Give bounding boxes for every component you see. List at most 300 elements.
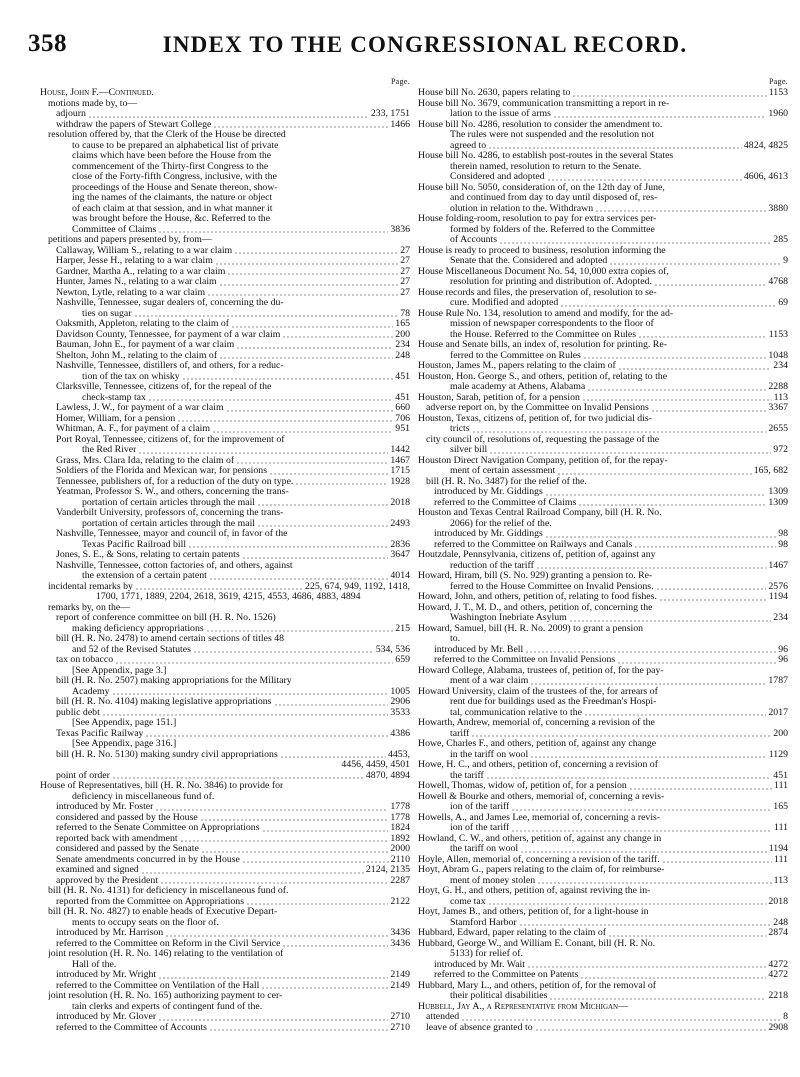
page-column-label: Page.: [390, 77, 410, 86]
entry-text: joint resolution (H. R. No. 165) authorizing payment to cer-: [48, 991, 283, 1001]
leader-dots: [141, 872, 364, 874]
index-line: [40, 897, 410, 908]
entry-text: tariff: [450, 728, 470, 739]
index-line: [418, 162, 788, 173]
index-line: [40, 991, 410, 1002]
index-line: [40, 739, 410, 750]
leader-dots: [213, 126, 388, 128]
entry-text: reported back with amendment: [56, 833, 178, 844]
entry-text: House, John F.—Continued.: [40, 88, 154, 98]
entry-text: House bill No. 4286, resolution to consider the amendment to.: [418, 119, 663, 130]
index-line: [40, 708, 410, 719]
index-line: [40, 655, 410, 666]
entry-text: the tariff on wool: [450, 844, 519, 854]
entry-text: proceedings of the House and Senate thereon, show-: [72, 182, 278, 193]
index-line: [418, 624, 788, 635]
entry-text: come tax: [450, 896, 486, 907]
index-line: [418, 529, 788, 540]
index-line: [40, 456, 410, 467]
entry-text: ment of certain assessment: [450, 466, 556, 476]
page-reference: 3367: [768, 403, 788, 413]
index-line: [418, 571, 788, 582]
index-line: [40, 561, 410, 572]
entry-text: commencement of the Thirty-first Congress to the: [72, 161, 269, 172]
entry-text: adjourn: [56, 109, 86, 119]
index-line: [40, 246, 410, 257]
page-reference: 2124, 2135: [365, 865, 410, 875]
entry-text: rent due for buildings used as the Freedman's Hospi-: [450, 697, 657, 707]
page-reference: 200: [395, 329, 410, 340]
entry-text: bill (H. R. No. 3487) for the relief of the.: [426, 476, 587, 487]
index-line: [40, 319, 410, 330]
entry-text: introduced by Mr. Bell: [434, 644, 524, 655]
entry-text: bill (H. R. No. 4131) for deficiency in miscellaneous fund of.: [48, 886, 289, 896]
index-line: [418, 897, 788, 908]
leader-dots: [617, 662, 776, 664]
page-reference: 2655: [768, 424, 788, 434]
entry-text: House of Representatives, bill (H. R. No. 3846) to provide for: [40, 781, 284, 791]
page-reference: 451: [395, 392, 410, 403]
entry-text: House is ready to proceed to business, resolution informing the: [418, 245, 666, 256]
entry-text: Howell, Thomas, widow of, petition of, for a pension: [418, 781, 627, 791]
index-line: [418, 340, 788, 351]
index-line: [40, 309, 410, 320]
entry-text: the House. Referred to the Committee on Rules: [450, 329, 637, 340]
page-reference: 2149: [390, 970, 410, 980]
entry-text: Hubbell, Jay A., a Representative from Michigan—: [418, 1001, 628, 1012]
entry-text: referred to the Committee of Claims: [434, 497, 577, 508]
page-reference: 1466: [390, 119, 410, 130]
page-reference: 2288: [768, 382, 788, 392]
leader-dots: [234, 252, 398, 254]
index-line: [40, 393, 410, 404]
leader-dots: [582, 399, 772, 401]
index-line: [418, 498, 788, 509]
entry-text: cure. Modified and adopted: [450, 298, 559, 308]
entry-text: bill (H. R. No. 2507) making appropriations for the Military: [56, 676, 292, 686]
entry-text: approved by the President: [56, 875, 159, 886]
index-line: [40, 540, 410, 551]
entry-text: Nashville, Tennessee, cotton factories of, and others, against: [56, 560, 293, 571]
index-line: [418, 729, 788, 740]
entry-text: Grass, Mrs. Clara Ida, relating to the claim of: [56, 455, 235, 466]
leader-dots: [569, 620, 772, 622]
entry-text: [See Appendix, page 151.]: [72, 718, 177, 728]
index-line: [40, 130, 410, 141]
leader-dots: [557, 473, 751, 475]
index-line: [418, 886, 788, 897]
page-reference: 4606, 4613: [743, 172, 788, 182]
index-line: [418, 739, 788, 750]
page-reference: 27: [400, 266, 410, 277]
entry-text: Port Royal, Tennessee, citizens of, for the improvement of: [56, 434, 285, 445]
leader-dots: [206, 630, 394, 632]
leader-dots: [629, 788, 772, 790]
entry-text: Howells, A., and James Lee, memorial of, concerning a revis-: [418, 812, 661, 823]
entry-text: Oaksmith, Appleton, relating to the claim of: [56, 319, 230, 329]
index-line: [418, 970, 788, 981]
page-reference: 4272: [768, 970, 788, 980]
index-line: [40, 939, 410, 950]
entry-text: Hubbard, Edward, paper relating to the claim of: [418, 928, 606, 938]
entry-text: Newton, Lytle, relating to a war claim: [56, 287, 206, 298]
index-line: [418, 403, 788, 414]
page-reference: 165: [773, 802, 788, 812]
index-line: [418, 918, 788, 929]
page-reference: 3436: [390, 928, 410, 938]
leader-dots: [115, 662, 393, 664]
page-reference: 1787: [768, 676, 788, 686]
index-line: [40, 256, 410, 267]
index-line: [40, 729, 410, 740]
page-reference: 2218: [768, 991, 788, 1001]
entry-text: ing the names of the claimants, the nature or object: [72, 193, 273, 203]
entry-text: Stamford Harbor: [450, 917, 517, 928]
entry-text: silver bill: [450, 445, 488, 455]
page-reference: 2000: [390, 844, 410, 854]
leader-dots: [659, 599, 767, 601]
leader-dots: [595, 210, 766, 212]
leader-dots: [488, 147, 742, 149]
index-line: [418, 645, 788, 656]
entry-text: Houston, Hon. George S., and others, petition of, relating to the: [418, 371, 668, 382]
leader-dots: [209, 1029, 388, 1031]
index-line: [418, 298, 788, 309]
entry-text: Howard University, claim of the trustees of the, for arrears of: [418, 686, 658, 697]
page-reference: 113: [773, 875, 788, 886]
entry-text: to.: [450, 634, 461, 644]
page-reference: 78: [400, 308, 410, 319]
entry-text: Houtzdale, Pennsylvania, citizens of, petition of, against any: [418, 550, 656, 560]
entry-text: leave of absence granted to: [426, 1022, 533, 1033]
page-reference: 1960: [768, 109, 788, 119]
entry-text: Considered and adopted: [450, 172, 545, 182]
index-line: [418, 477, 788, 488]
index-line: [418, 655, 788, 666]
entry-text: bill (H. R. No. 2478) to amend certain sections of titles 48: [56, 634, 285, 644]
index-line: [40, 687, 410, 698]
leader-dots: [295, 483, 388, 485]
index-line: [40, 298, 410, 309]
index-line: [40, 981, 410, 992]
page-reference: 1194: [768, 592, 788, 602]
entry-text: introduced by Mr. Foster: [56, 802, 154, 812]
entry-text: referred to the Committee of Accounts: [56, 1022, 207, 1033]
entry-text: introduced by Mr. Wright: [56, 970, 157, 980]
page-reference: 3436: [390, 938, 410, 949]
leader-dots: [226, 410, 394, 412]
leader-dots: [261, 987, 388, 989]
entry-text: close of the Forty-fifth Congress, inclusive, with the: [72, 172, 277, 182]
page-reference: 3647: [390, 550, 410, 560]
entry-text: Houston, Texas, citizens of, petition of, for two judicial dis-: [418, 413, 652, 424]
page-reference: 451: [395, 371, 410, 382]
index-line: [40, 571, 410, 582]
page-reference: 2710: [390, 1012, 410, 1022]
entry-text: their political disabilities: [450, 991, 548, 1001]
entry-text: [See Appendix, page 316.]: [72, 739, 177, 749]
index-line: [40, 886, 410, 897]
index-line: [40, 88, 410, 99]
entry-text: tion of the tax on whisky: [82, 371, 180, 382]
index-line: [40, 792, 410, 803]
index-line: [418, 204, 788, 215]
leader-dots: [148, 399, 393, 401]
entry-text: incidental remarks by: [48, 581, 133, 592]
page-reference: 2018: [390, 497, 410, 508]
index-line: [418, 393, 788, 404]
entry-text: Nashville, Tennessee, distillers of, and others, for a reduc-: [56, 361, 284, 371]
index-line: [418, 361, 788, 372]
index-line: [418, 435, 788, 446]
entry-text: adverse report on, by the Committee on Invalid Pensions: [426, 403, 649, 413]
entry-text: Howard College, Alabama, trustees of, petition of, for the pay-: [418, 665, 664, 676]
index-line: [40, 487, 410, 498]
index-line: [418, 1023, 788, 1034]
entry-text: Houston Direct Navigation Company, petition of, for the repay-: [418, 455, 668, 466]
leader-dots: [580, 977, 766, 979]
index-line: [418, 424, 788, 435]
entry-text: Callaway, William S., relating to a war claim: [56, 245, 233, 256]
entry-text: Hubbard, Mary L., and others, petition of, for the removal of: [418, 980, 657, 991]
leader-dots: [536, 567, 767, 569]
leader-dots: [231, 326, 393, 328]
page-reference: 972: [773, 445, 788, 455]
entry-text: petitions and papers presented by, from—: [48, 235, 212, 245]
page-reference: 111: [774, 854, 788, 865]
index-line: [40, 771, 410, 782]
entry-text: Nashville, Tennessee, sugar dealers of, concerning the du-: [56, 298, 284, 308]
page-reference: 27: [400, 287, 410, 298]
entry-text: tricts: [450, 424, 470, 434]
entry-text: Howard, J. T., M. D., and others, petition of, concerning the: [418, 602, 653, 613]
index-line: [40, 1023, 410, 1034]
page-reference: 234: [773, 361, 788, 371]
page-reference: 1194: [768, 844, 788, 854]
index-line: [40, 477, 410, 488]
index-line: [418, 1012, 788, 1023]
entry-text: House folding-room, resolution to pay for extra services per-: [418, 214, 657, 224]
index-line: [40, 277, 410, 288]
leader-dots: [656, 588, 767, 590]
entry-text: of Accounts: [450, 235, 498, 245]
running-title: INDEX TO THE CONGRESSIONAL RECORD.: [162, 32, 688, 57]
entry-text: making deficiency appropriations: [72, 623, 204, 634]
entry-text: ion of the tariff: [450, 823, 510, 833]
page-reference: 285: [773, 235, 788, 245]
entry-text: Hunter, James N., relating to a war claim: [56, 277, 217, 287]
page-reference: 2908: [768, 1022, 788, 1033]
entry-text: referred to the Committee on Railways and Canals: [434, 539, 633, 550]
entry-text: remarks by, on the—: [48, 602, 131, 613]
page-reference: 2836: [390, 539, 410, 550]
index-line: [40, 666, 410, 677]
leader-dots: [525, 651, 776, 653]
page-reference: 660: [395, 403, 410, 413]
entry-text: the Red River: [82, 445, 137, 455]
index-line: [418, 823, 788, 834]
index-line: [418, 172, 788, 183]
leader-dots: [207, 294, 398, 296]
index-line: [418, 141, 788, 152]
entry-text: Clarksville, Tennessee, citizens of, for the repeal of the: [56, 382, 272, 392]
page-reference: 2110: [390, 854, 410, 865]
leader-dots: [242, 557, 389, 559]
index-line: [418, 708, 788, 719]
index-line: [40, 172, 410, 183]
entry-text: House bill No. 5050, consideration of, on the 12th day of June,: [418, 182, 665, 193]
leader-dots: [135, 588, 303, 590]
index-line: [40, 1002, 410, 1013]
entry-text: Hoyle, Allen, memorial of, concerning a revision of the tariff.: [418, 854, 660, 865]
entry-text: House Miscellaneous Document No. 54, 10,000 extra copies of,: [418, 266, 669, 277]
entry-text: tain clerks and experts of contingent fund of the.: [72, 1001, 263, 1012]
index-line: [418, 592, 788, 603]
leader-dots: [545, 536, 776, 538]
index-line: [40, 225, 410, 236]
entry-text: Howard, Hiram, bill (S. No. 929) granting a pension to. Re-: [418, 571, 653, 581]
page-reference: 2874: [768, 928, 788, 938]
index-line: [418, 687, 788, 698]
page-reference: 951: [395, 424, 410, 434]
leader-dots: [519, 924, 772, 926]
leader-dots: [282, 945, 388, 947]
entry-text: House bill No. 4286, to establish post-routes in the several States: [418, 151, 674, 161]
entry-text: Soldiers of the Florida and Mexican war, for pensions: [56, 466, 268, 476]
entry-text: withdraw the papers of Stewart College: [56, 119, 212, 130]
entry-text: male academy at Athens, Alabama: [450, 382, 586, 392]
index-line: [40, 403, 410, 414]
index-line: [40, 267, 410, 278]
index-line: [40, 781, 410, 792]
leader-dots: [553, 116, 766, 118]
index-line: [40, 183, 410, 194]
index-line: [40, 582, 410, 593]
page-reference: 248: [773, 917, 788, 928]
entry-text: portation of certain articles through the mail: [82, 497, 256, 508]
index-line: [40, 634, 410, 645]
entry-text: Academy: [72, 686, 110, 697]
leader-dots: [262, 830, 389, 832]
leader-dots: [634, 546, 776, 548]
index-line: [40, 151, 410, 162]
entry-text: formed by folders of the. Referred to the Committee: [450, 224, 655, 235]
page-reference: 98: [778, 539, 788, 550]
page-reference: 8: [783, 1012, 788, 1022]
entry-text: Howell & Bourke and others, memorial of, concerning a revis-: [418, 791, 665, 802]
page-reference: 1153: [768, 329, 788, 340]
entry-text: introduced by Mr. Glover: [56, 1012, 157, 1022]
page-reference: 234: [773, 613, 788, 623]
leader-dots: [547, 179, 742, 181]
index-line: [418, 351, 788, 362]
leader-dots: [188, 546, 388, 548]
page-reference: 215: [395, 623, 410, 634]
page-reference: 2018: [768, 896, 788, 907]
index-line: [418, 802, 788, 813]
leader-dots: [527, 966, 766, 968]
index-line: [418, 109, 788, 120]
index-entries: [418, 88, 788, 1033]
index-line: [418, 183, 788, 194]
index-line: [418, 928, 788, 939]
entry-text: reduction of the tariff: [450, 560, 534, 571]
index-line: [418, 760, 788, 771]
entry-text: agreed to: [450, 140, 487, 151]
leader-dots: [282, 336, 393, 338]
index-line: [40, 823, 410, 834]
index-line: [418, 382, 788, 393]
index-line: [40, 613, 410, 624]
index-line: [40, 498, 410, 509]
leader-dots: [471, 735, 771, 737]
index-line: [418, 813, 788, 824]
page-reference: 1928: [390, 476, 410, 487]
entry-text: House and Senate bills, an index of, resolution for printing. Re-: [418, 340, 667, 350]
leader-dots: [511, 830, 772, 832]
index-line: [418, 781, 788, 792]
entry-text: Texas Pacific Railway: [56, 728, 144, 739]
page-reference: 2906: [390, 697, 410, 707]
page-reference: 3533: [390, 707, 410, 718]
page-reference: 2576: [768, 581, 788, 592]
page-reference: 165: [395, 319, 410, 329]
entry-text: Shelton, John M., relating to the claim of: [56, 350, 218, 361]
index-line: [40, 876, 410, 887]
index-line: [418, 718, 788, 729]
entry-text: lation to the issue of arms: [450, 109, 551, 119]
leader-dots: [227, 273, 398, 275]
index-line: [418, 561, 788, 572]
index-line: [40, 865, 410, 876]
entry-text: Davidson County, Tennessee, for payment of a war claim: [56, 329, 281, 340]
page-reference: 27: [400, 245, 410, 256]
entry-text: Hoyt, Abram G., papers relating to the claim of, for reimburse-: [418, 865, 665, 875]
leader-dots: [662, 861, 772, 863]
index-line: [40, 697, 410, 708]
entry-text: Committee of Claims: [72, 224, 157, 235]
page-reference: 1005: [390, 686, 410, 697]
page-reference: 98: [778, 529, 788, 539]
index-line: [40, 204, 410, 215]
leader-dots: [257, 504, 388, 506]
entry-text: bill (H. R. No. 4827) to enable heads of Executive Depart-: [48, 907, 278, 917]
entry-text: Houston, James M., papers relating to the claim of: [418, 361, 616, 371]
leader-dots: [246, 903, 388, 905]
index-line: [40, 834, 410, 845]
page-reference: 2710: [390, 1022, 410, 1033]
index-line: [418, 981, 788, 992]
index-line: [418, 214, 788, 225]
page-reference: 96: [778, 655, 788, 665]
page-reference: 3836: [390, 224, 410, 235]
page-reference: 2493: [390, 518, 410, 529]
page-reference: 113: [773, 392, 788, 403]
leader-dots: [180, 840, 389, 842]
leader-dots: [165, 935, 388, 937]
index-line: [418, 907, 788, 918]
index-line: [418, 540, 788, 551]
index-line: [418, 267, 788, 278]
index-line: [418, 519, 788, 530]
leader-dots: [488, 903, 767, 905]
index-line: [418, 88, 788, 99]
entry-text: joint resolution (H. R. No. 146) relating to the ventilation of: [48, 949, 284, 959]
page-reference: 1892: [390, 833, 410, 844]
entry-text: considered and passed by the Senate: [56, 844, 199, 854]
leader-dots: [572, 95, 766, 97]
entry-text: introduced by Mr. Giddings: [434, 529, 543, 539]
